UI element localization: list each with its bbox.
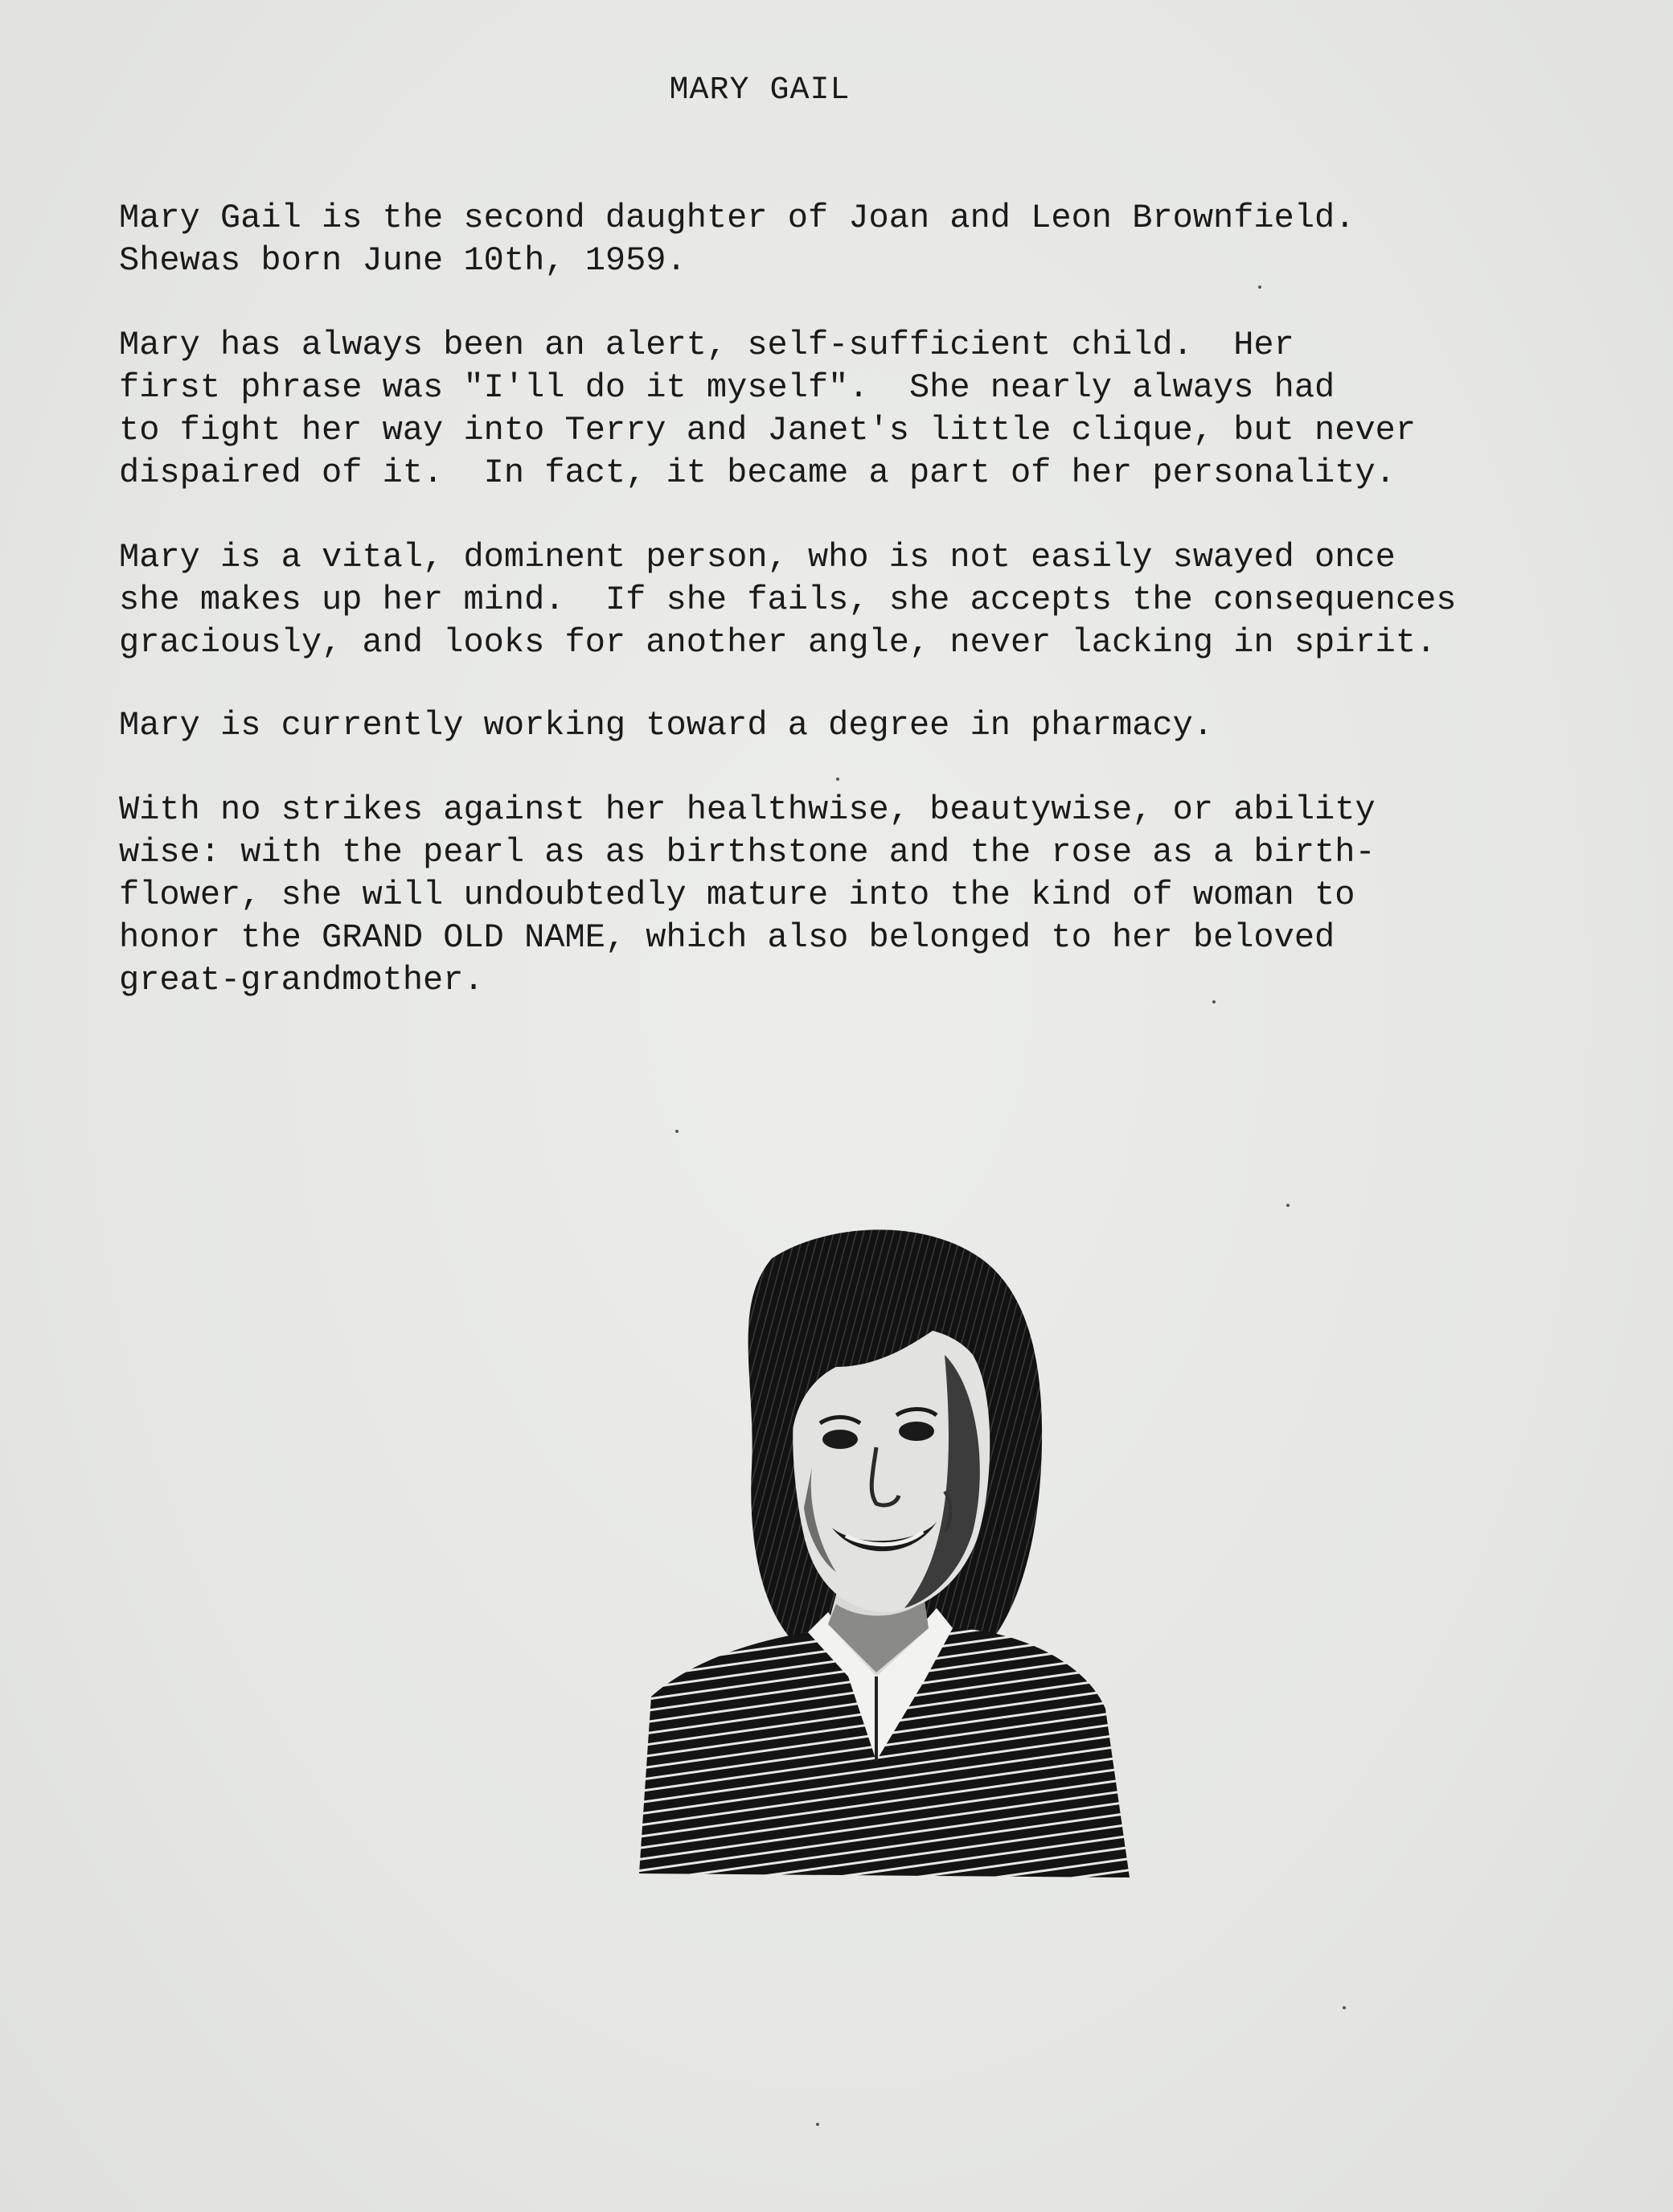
text-line: Mary has always been an alert, self-sufficient child. Her: [119, 326, 1294, 364]
text-line: Mary Gail is the second daughter of Joan and Leon Brownfield.: [119, 199, 1355, 237]
paragraph-personality: [119, 536, 1566, 664]
left-eye: [822, 1430, 858, 1449]
text-line: she makes up her mind. If she fails, she accepts the consequences: [119, 581, 1457, 619]
text-line: graciously, and looks for another angle, never lacking in spirit.: [119, 623, 1437, 662]
paragraph-childhood: [119, 324, 1566, 495]
text-line: to fight her way into Terry and Janet's little clique, but never: [119, 411, 1417, 449]
text-line: honor the GRAND OLD NAME, which also belonged to her beloved: [119, 918, 1335, 957]
paper-speck: [1212, 1000, 1216, 1003]
paper-speck: [1286, 1204, 1290, 1207]
text-line: dispaired of it. In fact, it became a part of her personality.: [119, 453, 1396, 492]
text-line: Shewas born June 10th, 1959.: [119, 241, 687, 280]
portrait-photo: [635, 1226, 1134, 1878]
paragraph-future: [119, 789, 1566, 1002]
text-line: flower, she will undoubtedly mature into the kind of woman to: [119, 876, 1355, 914]
paper-speck: [1343, 2006, 1346, 2009]
text-line: first phrase was "I'll do it myself". She nearly always had: [119, 368, 1335, 407]
paper-speck: [1258, 285, 1261, 289]
paragraph-education: [119, 704, 1566, 747]
page-title: MARY GAIL: [669, 72, 851, 109]
text-line: great-grandmother.: [119, 961, 484, 999]
text-line: Mary is a vital, dominent person, who is not easily swayed once: [119, 538, 1396, 577]
text-line: Mary is currently working toward a degree in pharmacy.: [119, 706, 1214, 745]
right-eye: [899, 1422, 934, 1441]
text-line: With no strikes against her healthwise, beautywise, or ability: [119, 790, 1376, 829]
paragraph-birth: [119, 197, 1566, 282]
paper-speck: [675, 1130, 679, 1133]
biography-text: [119, 197, 1566, 1044]
text-line: wise: with the pearl as as birthstone and the rose as a birth-: [119, 833, 1376, 872]
paper-speck: [836, 778, 839, 781]
paper-speck: [816, 2123, 819, 2126]
